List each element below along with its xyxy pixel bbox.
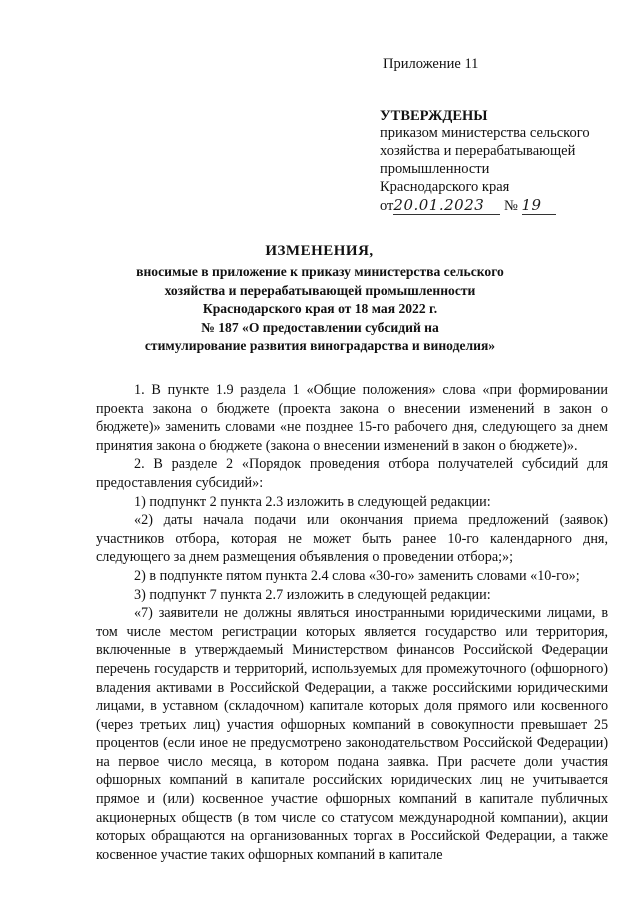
document-body [96,381,608,864]
subtitle-line-2: хозяйства и перерабатывающей промышленности [164,282,476,298]
approved-heading: УТВЕРЖДЕНЫ [380,108,488,124]
approval-line-2: хозяйства и перерабатывающей [380,143,576,159]
paragraph-7: «7) заявители не должны являться иностранными юридическими лицами, в том числе местом регистрации которых является государство или территория, включенные в утверждаемый Министерством финансов Российской Федерации перечень государств и территорий, используемых для промежуточного (офшорного) владения активами в Российской Федерации, а также российскими юридическими лицами, в уставном (складочном) капитале которых доля прямого или косвенного (через третьих лиц) участия офшорных компаний в совокупности превышает 25 процентов (если иное не предусмотрено законодательством Российской Федерации) на первое число месяца, в котором подана заявка. При расчете доли участия офшорных компаний в капитале российских юридических лиц не учитывается прямое и (или) косвенное участие офшорных компаний в капитале публичных акционерных обществ (в том числе со статусом международной компании), акции которых обращаются на организованных торгах в Российской Федерации, а также косвенное участие таких офшорных компаний в капитале [96,605,608,863]
approval-line-1: приказом министерства сельского [380,125,590,141]
paragraph-4: «2) даты начала подачи или окончания приема предложений (заявок) участников отбора, которая не может быть ранее 10-го календарного дня, следующего за днем размещения объявления о проведении отбора;»; [96,512,608,566]
subtitle-line-5: стимулирование развития виноградарства и виноделия» [144,338,496,353]
subtitle-line-4: № 187 «О предоставлении субсидий на [201,319,439,335]
paragraph-6: 3) подпункт 7 пункта 2.7 изложить в следующей редакции: [134,586,491,603]
document-title: ИЗМЕНЕНИЯ, [265,243,374,259]
paragraph-5: 2) в подпункте пятом пункта 2.4 слова «30-го» заменить словами «10-го»; [134,567,580,584]
paragraph-1: 1. В пункте 1.9 раздела 1 «Общие положения» слова «при формировании проекта закона о бюджете (проекта закона о внесении изменений в закон о бюджете)» заменить словами «не позднее 15-го рабочего дня, следующего за днем принятия закона о бюджете (закона о внесении изменений в закон о бюджете)». [96,382,608,454]
appendix-label: Приложение 11 [383,56,479,72]
subtitle-line-1: вносимые в приложение к приказу министерства сельского [136,264,504,279]
subtitle-line-3: Краснодарского края от 18 мая 2022 г. [202,301,438,316]
document-subtitle [70,263,570,356]
order-date-prefix: от [380,198,394,214]
approval-line-3: промышленности [380,161,490,177]
approval-line-4: Краснодарского края [380,179,510,195]
order-number-handwritten: 19 [522,196,556,215]
approval-block [380,124,620,215]
paragraph-3: 1) подпункт 2 пункта 2.3 изложить в следующей редакции: [134,493,491,510]
order-date-handwritten: 20.01.2023 [393,196,500,215]
paragraph-2: 2. В разделе 2 «Порядок проведения отбора получателей субсидий для предоставления субсидий»: [96,456,608,491]
order-date-line [380,196,620,215]
order-number-prefix: № [504,198,518,214]
